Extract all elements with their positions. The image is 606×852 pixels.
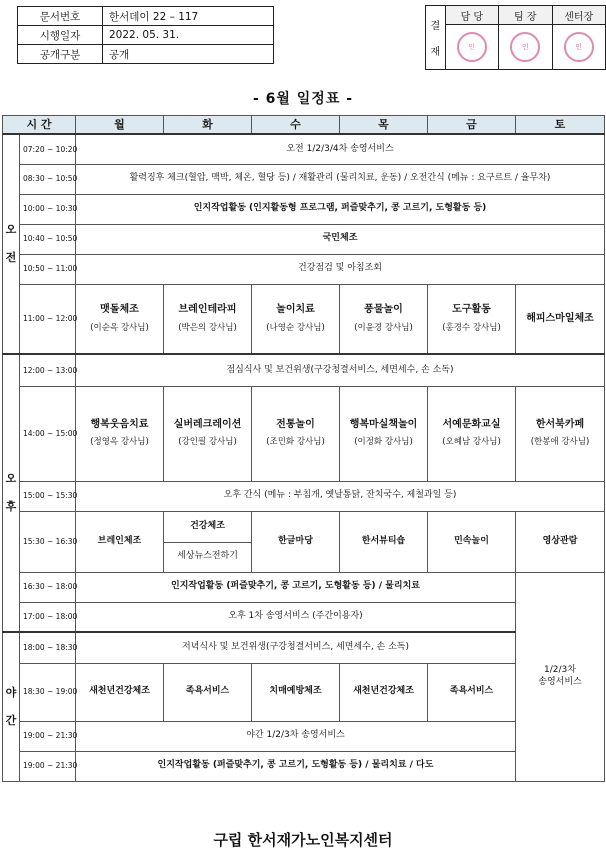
program-cell — [340, 386, 428, 481]
period-evening — [3, 632, 20, 781]
table-row — [3, 481, 605, 511]
instructor-name: (정영옥 강사님) — [90, 437, 149, 448]
program-cell — [76, 284, 164, 354]
approval-box — [425, 5, 606, 70]
approval-label — [426, 6, 446, 70]
doc-no-label: 문서번호 — [18, 7, 103, 26]
table-row — [3, 354, 605, 386]
table-row — [3, 386, 605, 481]
period-evening-2: 간 — [5, 713, 17, 727]
activity-cell: 야간 1/2/3차 송영서비스 — [76, 721, 516, 751]
role-staff: 담 당 — [445, 6, 498, 25]
activity-cell: 오전 1/2/3/4차 송영서비스 — [76, 134, 605, 164]
instructor-name: (이순옥 강사님) — [90, 322, 149, 333]
header-sat: 토 — [516, 116, 605, 135]
date-value: 2022. 05. 31. — [103, 26, 274, 45]
time-cell: 17:00 ~ 18:00 — [20, 602, 76, 632]
table-row — [3, 632, 605, 663]
program-cell: 영상관람 — [516, 511, 605, 572]
table-row — [3, 194, 605, 224]
period-afternoon-1: 오 — [5, 472, 17, 486]
period-morning-2: 전 — [5, 251, 17, 264]
table-row — [3, 164, 605, 194]
activity-cell: 인지작업활동 (인지활동형 프로그램, 퍼즐맞추기, 콩 고르기, 도형활동 등) — [76, 194, 605, 224]
time-cell: 15:00 ~ 15:30 — [20, 481, 76, 511]
role-director: 센터장 — [552, 6, 606, 25]
program-cell: 새천년건강체조 — [76, 663, 164, 721]
doc-no-value: 한서데이 22 – 117 — [103, 7, 274, 26]
signature-team-leader — [499, 25, 552, 70]
header-time: 시 간 — [3, 116, 76, 135]
header-thu: 목 — [340, 116, 428, 135]
program-name: 해피스마일체조 — [526, 312, 594, 324]
table-row — [3, 224, 605, 254]
time-cell: 16:30 ~ 18:00 — [20, 572, 76, 602]
table-row — [3, 254, 605, 284]
header-row — [3, 116, 605, 135]
role-team-leader: 팀 장 — [499, 6, 552, 25]
time-cell: 15:30 ~ 16:30 — [20, 511, 76, 572]
instructor-name: (이윤경 강사님) — [354, 322, 413, 333]
disclosure-value: 공개 — [103, 45, 274, 64]
date-label: 시행일자 — [18, 26, 103, 45]
activity-cell: 국민체조 — [76, 224, 605, 254]
time-cell: 08:30 ~ 10:50 — [20, 164, 76, 194]
program-name: 풍물놀이 — [364, 304, 403, 316]
program-cell: 치매예방체조 — [252, 663, 340, 721]
activity-cell: 오후 간식 (메뉴 : 부침개, 옛날통닭, 잔치국수, 제철과일 등) — [76, 481, 605, 511]
period-afternoon — [3, 354, 20, 632]
program-name: 맷돌체조 — [100, 304, 139, 316]
approval-label-2: 재 — [430, 47, 441, 58]
instructor-name: (이정화 강사님) — [354, 437, 413, 448]
table-row — [3, 721, 605, 751]
program-cell — [76, 386, 164, 481]
program-cell — [516, 386, 605, 481]
time-cell: 10:50 ~ 11:00 — [20, 254, 76, 284]
header-wed: 수 — [252, 116, 340, 135]
instructor-name: (오혜남 강사님) — [442, 437, 501, 448]
header-fri: 금 — [428, 116, 516, 135]
table-row — [3, 663, 605, 721]
period-morning-1: 오 — [5, 223, 17, 237]
program-cell: 건강체조 — [164, 511, 252, 542]
program-cell: 새천년건강체조 — [340, 663, 428, 721]
document-info-table — [17, 6, 274, 64]
activity-cell: 점심식사 및 보건위생(구강청결서비스, 세면세수, 손 소독) — [76, 354, 605, 386]
saturday-shuttle-cell — [516, 572, 605, 781]
time-cell: 19:00 ~ 21:30 — [20, 721, 76, 751]
table-row — [3, 602, 605, 632]
header-mon: 월 — [76, 116, 164, 135]
time-cell: 10:40 ~ 10:50 — [20, 224, 76, 254]
program-cell — [428, 386, 516, 481]
instructor-name: (나영순 강사님) — [266, 322, 325, 333]
page-title: - 6월 일정표 - — [252, 91, 354, 107]
table-row — [3, 284, 605, 354]
time-cell: 14:00 ~ 15:00 — [20, 386, 76, 481]
program-cell: 세상뉴스전하기 — [164, 542, 252, 572]
seal-stamp-icon: 인 — [564, 32, 594, 62]
program-cell: 브레인체조 — [76, 511, 164, 572]
program-cell — [516, 284, 605, 354]
seal-stamp-icon: 인 — [510, 32, 540, 62]
saturday-shuttle-line-2: 송영서비스 — [538, 676, 582, 687]
activity-cell: 인지작업활동 (퍼즐맞추기, 콩 고르기, 도형활동 등) / 물리치료 / 다도 — [76, 751, 516, 781]
approval-label-1: 결 — [430, 21, 441, 32]
program-name: 도구활동 — [452, 304, 491, 316]
table-row — [3, 134, 605, 164]
instructor-name: (한봉애 강사님) — [530, 437, 590, 448]
schedule-table — [2, 115, 605, 782]
program-name: 행복웃음치료 — [90, 418, 149, 430]
activity-cell: 인지작업활동 (퍼즐맞추기, 콩 고르기, 도형활동 등) / 물리치료 — [76, 572, 516, 602]
instructor-name: (강인필 강사님) — [178, 437, 237, 448]
table-row — [3, 572, 605, 602]
activity-cell: 건강점검 및 아침조회 — [76, 254, 605, 284]
program-name: 전통놀이 — [276, 418, 315, 430]
period-evening-1: 야 — [5, 686, 17, 699]
program-cell: 족욕서비스 — [428, 663, 516, 721]
program-cell — [428, 284, 516, 354]
disclosure-label: 공개구분 — [18, 45, 103, 64]
instructor-name: (박은의 강사님) — [178, 322, 237, 333]
program-name: 브레인테라피 — [178, 304, 237, 316]
organization-name: 구립 한서재가노인복지센터 — [213, 831, 393, 849]
program-cell — [252, 284, 340, 354]
activity-cell: 활력징후 체크(혈압, 맥박, 체온, 혈당 등) / 재활관리 (물리치료, 운동) / 오전간식 (메뉴 : 요구르트 / 율무차) — [76, 164, 605, 194]
program-name: 놀이치료 — [276, 304, 315, 316]
period-afternoon-2: 후 — [5, 500, 17, 513]
time-cell: 10:00 ~ 10:30 — [20, 194, 76, 224]
activity-cell: 오후 1차 송영서비스 (주간이용자) — [76, 602, 516, 632]
header-tue: 화 — [164, 116, 252, 135]
instructor-name: (홍경수 강사님) — [442, 322, 501, 333]
time-cell: 18:30 ~ 19:00 — [20, 663, 76, 721]
time-cell: 11:00 ~ 12:00 — [20, 284, 76, 354]
seal-stamp-icon: 인 — [457, 32, 487, 62]
program-name: 행복마실책놀이 — [349, 418, 418, 430]
program-cell — [252, 386, 340, 481]
instructor-name: (조민화 강사님) — [266, 437, 325, 448]
table-row — [3, 511, 605, 542]
signature-director — [552, 25, 606, 70]
program-cell: 한서뷰티숍 — [340, 511, 428, 572]
time-cell: 19:00 ~ 21:30 — [20, 751, 76, 781]
program-cell: 한글마당 — [252, 511, 340, 572]
program-name: 서예문화교실 — [442, 418, 501, 430]
program-cell — [340, 284, 428, 354]
time-cell: 18:00 ~ 18:30 — [20, 632, 76, 663]
saturday-shuttle-line-1: 1/2/3차 — [544, 665, 576, 676]
signature-staff — [445, 25, 498, 70]
activity-cell: 저녁식사 및 보건위생(구강청결서비스, 세면세수, 손 소독) — [76, 632, 516, 663]
program-cell: 족욕서비스 — [164, 663, 252, 721]
table-row — [3, 751, 605, 781]
time-cell: 07:20 ~ 10:20 — [20, 134, 76, 164]
program-cell: 민속놀이 — [428, 511, 516, 572]
program-cell — [164, 386, 252, 481]
program-name: 한서북카페 — [535, 418, 585, 430]
program-name: 실버레크레이션 — [173, 418, 242, 430]
time-cell: 12:00 ~ 13:00 — [20, 354, 76, 386]
program-cell — [164, 284, 252, 354]
period-morning — [3, 134, 20, 354]
